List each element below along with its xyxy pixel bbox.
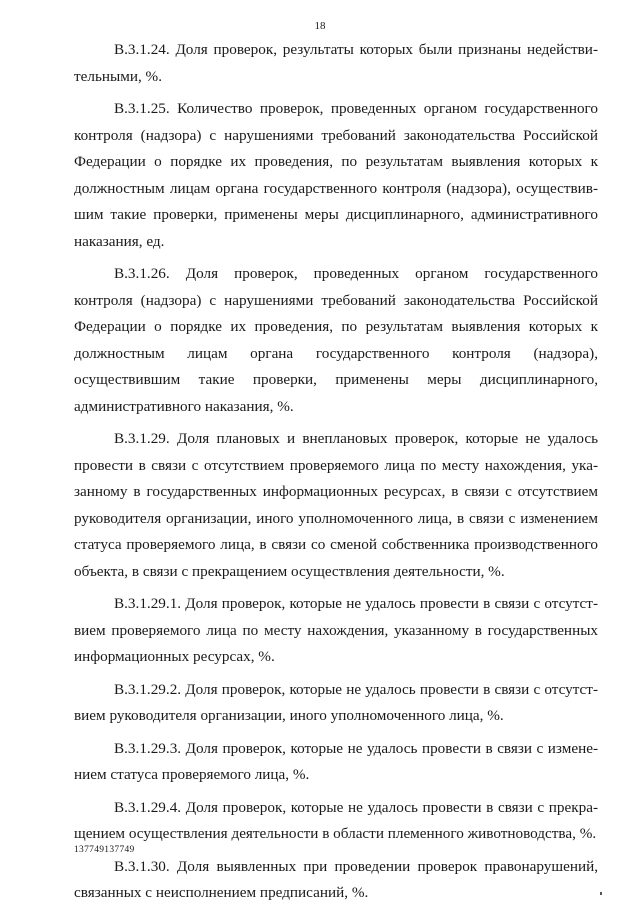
paragraph-3-1-29-4: В.3.1.29.4. Доля проверок, которые не удалось провести в связи с прекращением осуществления деятельности в области племенного животноводства, %. <box>74 798 598 842</box>
paragraph-3-1-29: В.3.1.29. Доля плановых и внеплановых проверок, которые не удалось провести в связи с отсутствием проверяемого лица по месту нахождения, указанному в государственных информационных ресурсах, в связи с отсутствием руководителя организации, иного уполномоченного лица, в связи с изменением статуса проверяемого лица, в связи со сменой собственника производственного объекта, в связи с прекращением осуществления деятельности, %. <box>74 430 598 580</box>
page-number: 18 <box>314 20 326 32</box>
paragraph-3-1-29-3: В.3.1.29.3. Доля проверок, которые не удалось провести в связи с изменением статуса проверяемого лица, %. <box>74 739 598 783</box>
paragraph-3-1-26: В.3.1.26. Доля проверок, проведенных органом государственного контроля (надзора) с нарушениями требований законодательства Российской Федерации о порядке их проведения, по результатам выявления которых к должностным лицам органа государственного контроля (надзора), осуществившим такие проверки, применены меры дисциплинарного, административного наказания, %. <box>74 265 598 415</box>
paragraph-3-1-29-2: В.3.1.29.2. Доля проверок, которые не удалось провести в связи с отсутствием руководителя организации, иного уполномоченного лица, %. <box>74 680 598 724</box>
document-body <box>74 37 598 913</box>
paragraph-3-1-24: В.3.1.24. Доля проверок, результаты которых были признаны недействительными, %. <box>74 41 598 85</box>
document-code: 137749137749 <box>74 845 135 855</box>
scan-mark <box>600 892 602 895</box>
paragraph-3-1-30: В.3.1.30. Доля выявленных при проведении проверок правонарушений, связанных с неисполнением предписаний, %. <box>74 857 598 901</box>
paragraph-3-1-25: В.3.1.25. Количество проверок, проведенных органом государственного контроля (надзора) с нарушениями требований законодательства Российской Федерации о порядке их проведения, по результатам выявления которых к должностным лицам органа государственного контроля (надзора), осуществившим такие проверки, применены меры дисциплинарного, административного наказания, ед. <box>74 100 598 250</box>
paragraph-3-1-29-1: В.3.1.29.1. Доля проверок, которые не удалось провести в связи с отсутствием проверяемого лица по месту нахождения, указанному в государственных информационных ресурсах, %. <box>74 595 598 665</box>
